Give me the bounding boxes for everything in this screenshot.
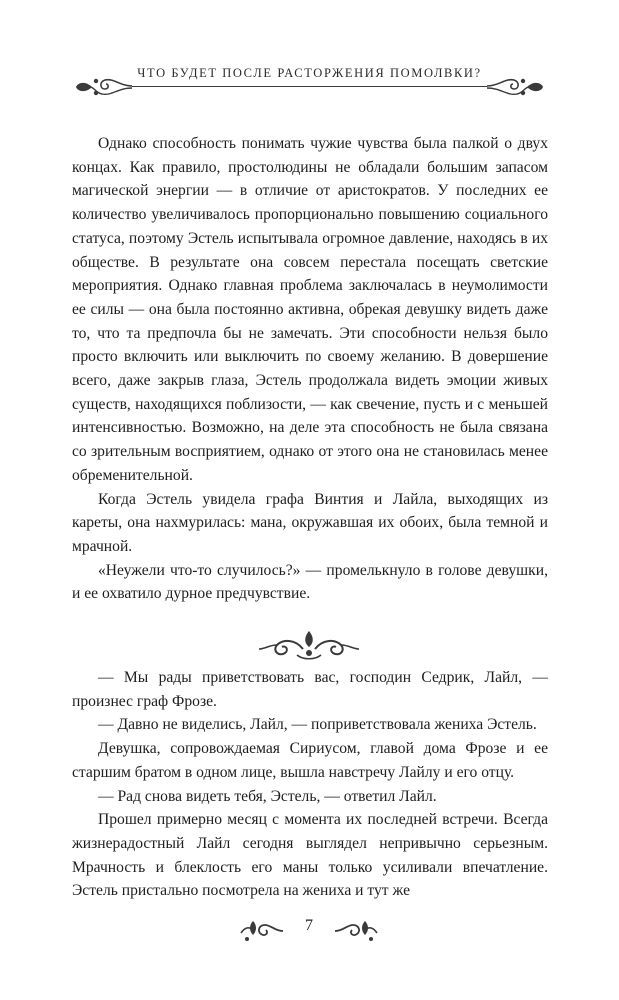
body-text-top (72, 132, 548, 606)
running-header (72, 60, 547, 104)
page-number: 7 (305, 917, 313, 934)
paragraph: — Рад снова видеть тебя, Эстель, — ответил Лайл. (98, 787, 437, 805)
paragraph: Девушка, сопровождаемая Сириусом, главой дома Фрозе и ее старшим братом в одном лице, вышла навстречу Лайлу и его отцу. (72, 740, 548, 781)
body-text-bottom (72, 666, 548, 903)
paragraph: Когда Эстель увидела графа Винтия и Лайла, выходящих из кареты, она нахмурилась: мана, окружавшая их обоих, была темной и мрачной. (72, 490, 548, 555)
paragraph: Однако способность понимать чужие чувства была палкой о двух концах. Как правило, простолюдины не обладали большим запасом магической энергии — в отличие от аристократов. У последних ее количество увеличивалось пропорционально повышению социального статуса, поэтому Эстель испытывала огромное давление, находясь в их обществе. В результате она совсем перестала посещать светские мероприятия. Однако главная проблема заключалась в неумолимости ее силы — она была постоянно активна, обрекая девушку видеть даже то, что та предпочла бы не замечать. Эти способности нельзя было просто включить или выключить по своему желанию. В довершение всего, даже закрыв глаза, Эстель продолжала видеть эмоции живых существ, находящихся поблизости, — как свечение, пусть и с меньшей интенсивностью. Возможно, на деле эта способность не была связана со зрительным восприятием, однако от этого она не становилась менее обременительной. (72, 135, 548, 484)
paragraph: — Давно не виделись, Лайл, — поприветствовала жениха Эстель. (98, 716, 537, 734)
fleuron-icon (333, 915, 379, 943)
paragraph: Прошел примерно месяц с момента их последней встречи. Всегда жизнерадостный Лайл сегодня выглядел непривычно серьезным. Мрачность и блеклость его маны только усиливали впечатление. Эстель пристально посмотрела на жениха и тут же (72, 811, 548, 900)
paragraph: — Мы рады приветствовать вас, господин Седрик, Лайл, — произнес граф Фрозе. (72, 669, 548, 710)
page-footer (229, 913, 389, 947)
flourish-icon (485, 74, 547, 100)
scroll-ornament-icon (257, 627, 361, 663)
header-rule (132, 86, 487, 87)
running-header-title: ЧТО БУДЕТ ПОСЛЕ РАСТОРЖЕНИЯ ПОМОЛВКИ? (137, 66, 482, 80)
paragraph: «Неужели что-то случилось?» — промелькнуло в голове девушки, и ее охватило дурное предчувствие. (72, 561, 548, 603)
